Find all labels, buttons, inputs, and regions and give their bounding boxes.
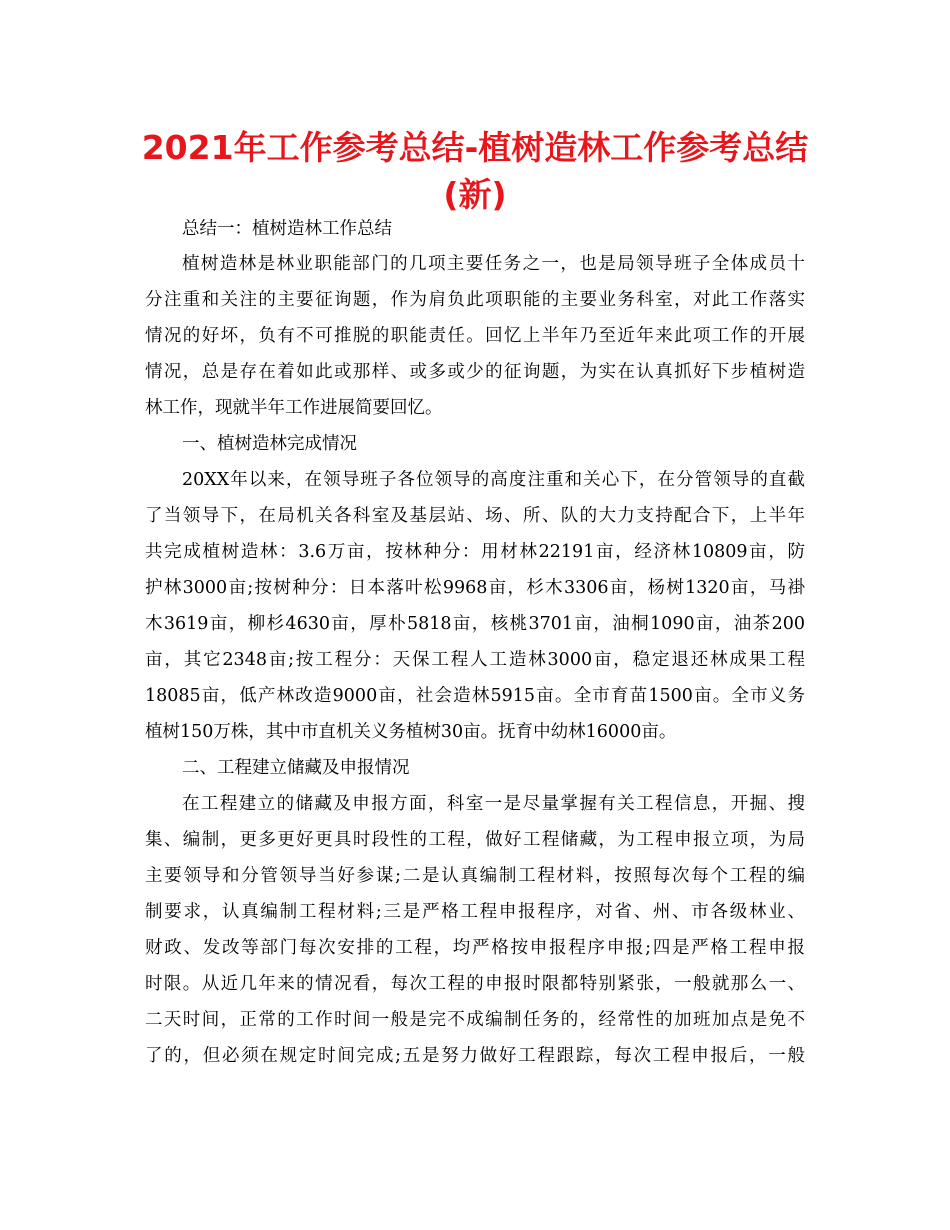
section-heading-summary-one: 总结一：植树造林工作总结	[182, 219, 392, 239]
paragraph-line: 二天时间，正常的工作时间一般是完不成编制任务的，经常性的加班加点是免不	[145, 1010, 805, 1030]
paragraph-line: 木3619亩，柳杉4630亩，厚朴5818亩，核桃3701亩，油桐1090亩，油茶200	[145, 614, 805, 634]
paragraph-line: 情况，总是存在着如此或那样、或多或少的征询题，为实在认真抓好下步植树造	[145, 362, 805, 382]
paragraph-line: 分注重和关注的主要征询题，作为肩负此项职能的主要业务科室，对此工作落实	[145, 290, 805, 310]
paragraph-line: 护林3000亩;按树种分：日本落叶松9968亩，杉木3306亩，杨树1320亩，马褂	[145, 578, 805, 598]
paragraph-line: 林工作，现就半年工作进展简要回忆。	[145, 398, 443, 418]
paragraph-line: 情况的好坏，负有不可推脱的职能责任。回忆上半年乃至近年来此项工作的开展	[145, 326, 805, 346]
section-heading-completion: 一、植树造林完成情况	[182, 434, 357, 454]
paragraph-line: 20XX年以来，在领导班子各位领导的高度注重和关心下，在分管领导的直截	[182, 470, 805, 490]
paragraph-line: 植树150万株，其中市直机关义务植树30亩。抚育中幼林16000亩。	[145, 722, 677, 742]
paragraph-line: 集、编制，更多更好更具时段性的工程，做好工程储藏，为工程申报立项，为局	[145, 830, 805, 850]
section-heading-projects: 二、工程建立储藏及申报情况	[182, 758, 410, 778]
paragraph-line: 18085亩，低产林改造9000亩，社会造林5915亩。全市育苗1500亩。全市义务	[145, 686, 805, 706]
document-title-line-2: (新)	[443, 175, 507, 214]
paragraph-line: 亩，其它2348亩;按工程分：天保工程人工造林3000亩，稳定退还林成果工程	[145, 650, 805, 670]
paragraph-line: 时限。从近几年来的情况看，每次工程的申报时限都特别紧张，一般就那么一、	[145, 974, 805, 994]
paragraph-line: 了当领导下，在局机关各科室及基层站、场、所、队的大力支持配合下，上半年	[145, 506, 805, 526]
paragraph-line: 制要求，认真编制工程材料;三是严格工程申报程序，对省、州、市各级林业、	[145, 902, 805, 922]
paragraph-line: 共完成植树造林：3.6万亩，按林种分：用材林22191亩，经济林10809亩，防	[145, 542, 805, 562]
paragraph-line: 主要领导和分管领导当好参谋;二是认真编制工程材料，按照每次每个工程的编	[145, 866, 805, 886]
paragraph-line: 财政、发改等部门每次安排的工程，均严格按申报程序申报;四是严格工程申报	[145, 938, 805, 958]
document-title-line-1: 2021年工作参考总结-植树造林工作参考总结	[141, 128, 809, 167]
paragraph-line: 了的，但必须在规定时间完成;五是努力做好工程跟踪，每次工程申报后，一般	[145, 1046, 805, 1066]
paragraph-line: 植树造林是林业职能部门的几项主要任务之一，也是局领导班子全体成员十	[182, 254, 805, 274]
paragraph-line: 在工程建立的储藏及申报方面，科室一是尽量掌握有关工程信息，开掘、搜	[182, 794, 805, 814]
